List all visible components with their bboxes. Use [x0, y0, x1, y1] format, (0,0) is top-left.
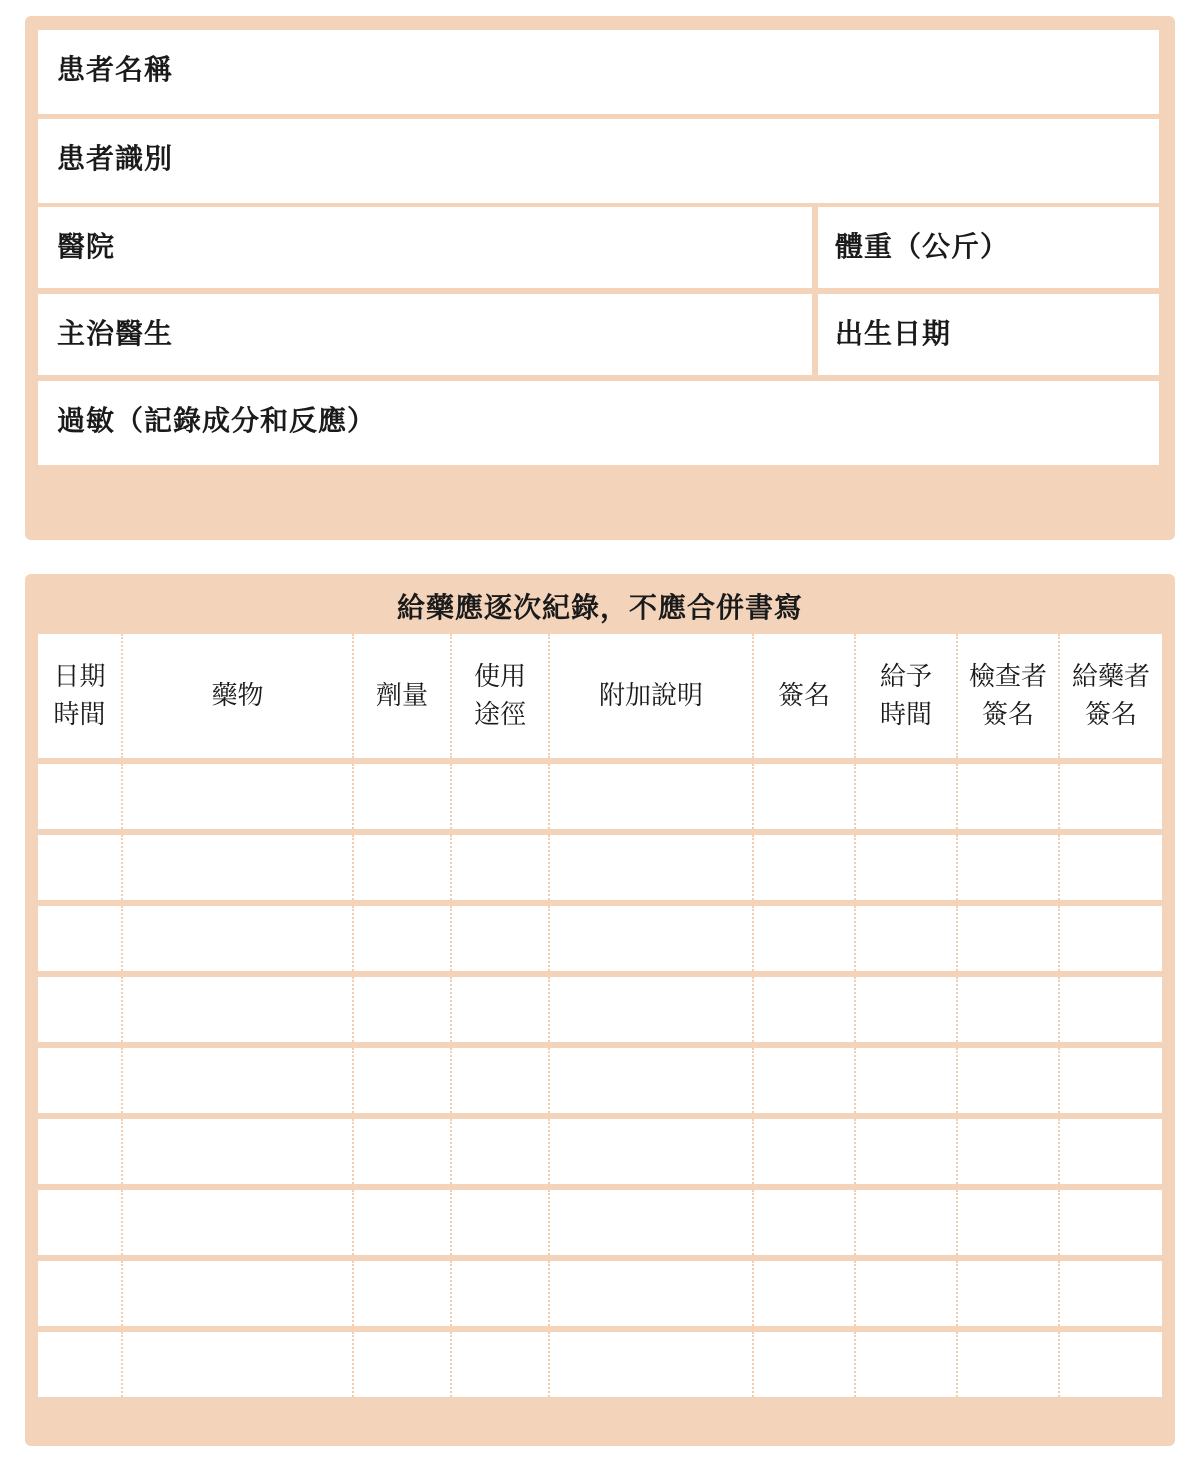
table-cell[interactable] [452, 1048, 550, 1113]
table-cell[interactable] [1060, 1119, 1162, 1184]
table-cell[interactable] [754, 1119, 856, 1184]
table-cell[interactable] [452, 835, 550, 900]
table-cell[interactable] [1060, 906, 1162, 971]
column-header-given-time: 給予 時間 [856, 634, 958, 758]
table-cell[interactable] [550, 835, 754, 900]
table-cell[interactable] [958, 764, 1060, 829]
weight-label: 體重（公斤） [835, 230, 1010, 263]
table-row [38, 906, 1162, 971]
table-cell[interactable] [958, 1119, 1060, 1184]
table-cell[interactable] [754, 1048, 856, 1113]
table-cell[interactable] [550, 764, 754, 829]
hospital-label: 醫院 [57, 230, 116, 263]
column-header-medication: 藥物 [123, 634, 354, 758]
table-cell[interactable] [856, 764, 958, 829]
table-cell[interactable] [354, 1190, 452, 1255]
table-cell[interactable] [1060, 1332, 1162, 1397]
table-cell[interactable] [354, 835, 452, 900]
table-cell[interactable] [550, 1048, 754, 1113]
table-cell[interactable] [354, 1119, 452, 1184]
table-cell[interactable] [123, 906, 354, 971]
table-cell[interactable] [754, 977, 856, 1042]
table-cell[interactable] [856, 906, 958, 971]
table-cell[interactable] [123, 977, 354, 1042]
table-cell[interactable] [354, 977, 452, 1042]
table-cell[interactable] [856, 977, 958, 1042]
table-cell[interactable] [123, 1261, 354, 1326]
allergy-field[interactable] [38, 381, 1159, 465]
table-cell[interactable] [452, 1332, 550, 1397]
table-cell[interactable] [38, 1190, 123, 1255]
table-cell[interactable] [1060, 977, 1162, 1042]
table-cell[interactable] [958, 1190, 1060, 1255]
table-cell[interactable] [754, 764, 856, 829]
table-cell[interactable] [958, 1332, 1060, 1397]
dob-field[interactable] [818, 294, 1159, 375]
table-row [38, 977, 1162, 1042]
table-header-row [38, 634, 1162, 758]
column-header-signature: 簽名 [754, 634, 856, 758]
table-cell[interactable] [754, 1332, 856, 1397]
column-header-checker-signature: 檢查者 簽名 [958, 634, 1060, 758]
table-cell[interactable] [1060, 835, 1162, 900]
column-header-route: 使用 途徑 [452, 634, 550, 758]
patient-id-field[interactable] [38, 119, 1159, 203]
table-cell[interactable] [550, 1261, 754, 1326]
table-cell[interactable] [856, 835, 958, 900]
patient-id-label: 患者識別 [57, 142, 174, 175]
table-cell[interactable] [354, 764, 452, 829]
table-cell[interactable] [38, 1048, 123, 1113]
table-cell[interactable] [452, 1119, 550, 1184]
table-cell[interactable] [856, 1190, 958, 1255]
patient-info-panel [25, 16, 1175, 540]
table-row [38, 1261, 1162, 1326]
weight-field[interactable] [818, 207, 1159, 288]
table-cell[interactable] [38, 764, 123, 829]
table-cell[interactable] [38, 1119, 123, 1184]
table-cell[interactable] [38, 906, 123, 971]
doctor-label: 主治醫生 [57, 317, 174, 350]
table-cell[interactable] [354, 1048, 452, 1113]
patient-name-label: 患者名稱 [57, 53, 174, 86]
table-row [38, 1048, 1162, 1113]
administration-log-panel [25, 574, 1175, 1446]
column-header-date-time: 日期 時間 [38, 634, 123, 758]
table-cell[interactable] [38, 1261, 123, 1326]
table-cell[interactable] [856, 1261, 958, 1326]
doctor-field[interactable] [38, 294, 812, 375]
column-header-notes: 附加說明 [550, 634, 754, 758]
table-cell[interactable] [123, 1332, 354, 1397]
table-cell[interactable] [1060, 1048, 1162, 1113]
table-cell[interactable] [354, 906, 452, 971]
table-cell[interactable] [1060, 1261, 1162, 1326]
table-cell[interactable] [856, 1332, 958, 1397]
table-cell[interactable] [958, 1261, 1060, 1326]
table-cell[interactable] [550, 977, 754, 1042]
table-row [38, 1119, 1162, 1184]
table-row [38, 835, 1162, 900]
table-cell[interactable] [123, 1119, 354, 1184]
dob-label: 出生日期 [835, 317, 952, 350]
table-cell[interactable] [452, 977, 550, 1042]
table-cell[interactable] [452, 1190, 550, 1255]
table-cell[interactable] [123, 835, 354, 900]
table-cell[interactable] [958, 977, 1060, 1042]
table-cell[interactable] [354, 1332, 452, 1397]
table-cell[interactable] [856, 1048, 958, 1113]
table-cell[interactable] [754, 1190, 856, 1255]
table-cell[interactable] [550, 1119, 754, 1184]
table-row [38, 1332, 1162, 1397]
table-cell[interactable] [1060, 764, 1162, 829]
table-cell[interactable] [123, 1048, 354, 1113]
table-cell[interactable] [754, 906, 856, 971]
table-cell[interactable] [550, 1190, 754, 1255]
column-header-dose: 劑量 [354, 634, 452, 758]
table-cell[interactable] [550, 1332, 754, 1397]
table-cell[interactable] [1060, 1190, 1162, 1255]
table-cell[interactable] [123, 764, 354, 829]
table-cell[interactable] [452, 764, 550, 829]
table-cell[interactable] [452, 906, 550, 971]
table-cell[interactable] [38, 977, 123, 1042]
table-cell[interactable] [354, 1261, 452, 1326]
table-row [38, 764, 1162, 829]
table-cell[interactable] [958, 1048, 1060, 1113]
table-cell[interactable] [958, 906, 1060, 971]
table-cell[interactable] [550, 906, 754, 971]
table-cell[interactable] [123, 1190, 354, 1255]
table-cell[interactable] [452, 1261, 550, 1326]
table-cell[interactable] [958, 835, 1060, 900]
allergy-label: 過敏（記錄成分和反應） [57, 404, 377, 437]
table-cell[interactable] [754, 835, 856, 900]
patient-name-field[interactable] [38, 30, 1159, 114]
table-cell[interactable] [754, 1261, 856, 1326]
log-title: 給藥應逐次紀錄，不應合併書寫 [396, 591, 803, 624]
table-row [38, 1190, 1162, 1255]
hospital-field[interactable] [38, 207, 812, 288]
table-cell[interactable] [38, 835, 123, 900]
table-cell[interactable] [38, 1332, 123, 1397]
column-header-administrator-signature: 給藥者 簽名 [1071, 662, 1150, 730]
table-cell[interactable] [856, 1119, 958, 1184]
